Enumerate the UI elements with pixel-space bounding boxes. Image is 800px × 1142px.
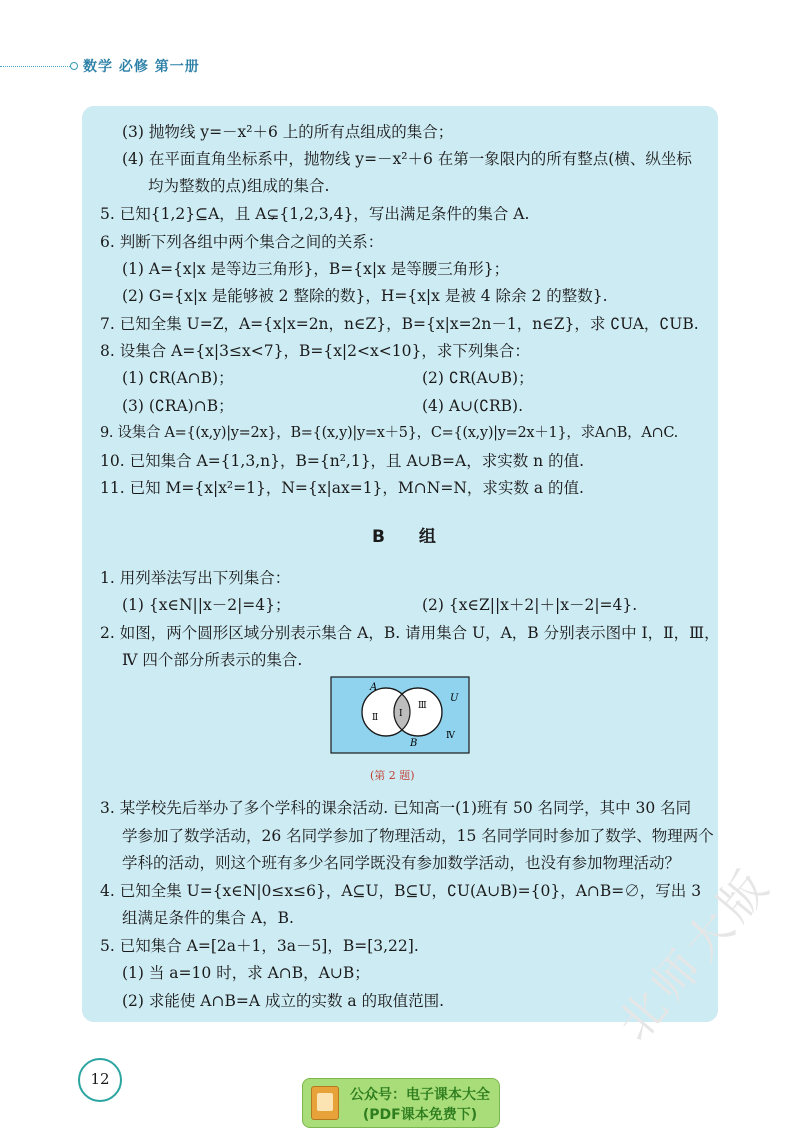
exercise-line: (4) A∪(∁RB). xyxy=(422,397,524,415)
exercise-line: 1. 用列举法写出下列集合： xyxy=(100,569,291,587)
exercise-line: 5. 已知{1,2}⊆A，且 A⊊{1,2,3,4}，写出满足条件的集合 A. xyxy=(100,205,530,223)
exercise-line: 9. 设集合 A={(x,y)|y=2x}，B={(x,y)|y=x＋5}，C={(x,y)|y=2x＋1}，求A∩B，A∩C. xyxy=(100,425,678,441)
header-rule xyxy=(0,66,70,67)
exercise-line: (2) ∁R(A∪B)； xyxy=(422,369,534,387)
region-iii-label: Ⅲ xyxy=(418,701,427,711)
page-number: 12 xyxy=(90,1070,110,1088)
exercise-line: (4) 在平面直角坐标系中，抛物线 y=－x²＋6 在第一象限内的所有整点(横、纵坐标 xyxy=(122,150,692,168)
exercise-line: 7. 已知全集 U=Z，A={x|x=2n，n∈Z}，B={x|x=2n－1，n∈Z}，求 ∁UA，∁UB. xyxy=(100,315,699,333)
exercise-line: (2) 求能使 A∩B=A 成立的实数 a 的取值范围. xyxy=(122,992,445,1010)
exercise-line: 11. 已知 M={x|x²=1}，N={x|ax=1}，M∩N=N，求实数 a 的值. xyxy=(100,479,584,497)
exercise-line: (3) (∁RA)∩B； xyxy=(122,397,234,415)
exercise-line: (1) A={x|x 是等边三角形}，B={x|x 是等腰三角形}； xyxy=(122,260,510,278)
wechat-badge xyxy=(302,1078,500,1128)
exercise-line: Ⅳ 四个部分所表示的集合. xyxy=(122,651,303,669)
exercise-line: 2. 如图，两个圆形区域分别表示集合 A，B. 请用集合 U，A，B 分别表示图中 Ⅰ，Ⅱ，Ⅲ， xyxy=(100,624,720,642)
exercise-line: 8. 设集合 A={x|3≤x<7}，B={x|2<x<10}，求下列集合： xyxy=(100,342,530,360)
header-dot xyxy=(70,62,78,70)
label-b: B xyxy=(410,738,418,749)
badge-line-2: (PDF课本免费下) xyxy=(362,1107,478,1123)
exercise-line: 学参加了数学活动，26 名同学参加了物理活动，15 名同学同时参加了数学、物理两个 xyxy=(122,827,714,845)
region-i-label: Ⅰ xyxy=(399,709,403,719)
group-b-title: B 组 xyxy=(372,527,450,547)
book-title: 数学 必修 第一册 xyxy=(83,59,200,75)
label-u: U xyxy=(450,693,459,704)
exercise-line: 3. 某学校先后举办了多个学科的课余活动. 已知高一(1)班有 50 名同学，其中 30 名同 xyxy=(100,799,692,817)
exercise-line: 组满足条件的集合 A，B. xyxy=(122,909,294,927)
region-iv-label: Ⅳ xyxy=(446,731,455,741)
exercise-line: (1) ∁R(A∩B)； xyxy=(122,369,234,387)
exercise-line: (2) G={x|x 是能够被 2 整除的数}，H={x|x 是被 4 除余 2 的整数}. xyxy=(122,287,608,305)
exercise-line: 6. 判断下列各组中两个集合之间的关系： xyxy=(100,233,384,251)
label-a: A xyxy=(370,682,378,693)
exercise-line: (2) {x∈Z||x＋2|＋|x－2|=4}. xyxy=(422,596,638,614)
exercise-line: (3) 抛物线 y=－x²＋6 上的所有点组成的集合； xyxy=(122,123,454,141)
venn-diagram xyxy=(330,676,470,756)
publisher-watermark: 北师大版 xyxy=(606,856,782,1051)
exercise-line: 均为整数的点)组成的集合. xyxy=(148,177,330,195)
figure-caption: (第 2 题) xyxy=(370,769,415,782)
page-number-badge xyxy=(78,1058,122,1102)
exercise-line: (1) 当 a=10 时，求 A∩B，A∪B； xyxy=(122,964,370,982)
exercise-line: 学科的活动，则这个班有多少名同学既没有参加数学活动，也没有参加物理活动？ xyxy=(122,854,681,872)
exercise-line: 4. 已知全集 U={x∈N|0≤x≤6}，A⊆U，B⊆U，∁U(A∪B)={0}，A∩B=∅，写出 3 xyxy=(100,882,702,900)
exercise-line: (1) {x∈N||x－2|=4}； xyxy=(122,596,291,614)
region-ii-label: Ⅱ xyxy=(372,713,379,723)
exercise-line: 10. 已知集合 A={1,3,n}，B={n²,1}，且 A∪B=A，求实数 n 的值. xyxy=(100,452,584,470)
badge-line-1: 公众号：电子课本大全 xyxy=(350,1087,490,1103)
exercise-line: 5. 已知集合 A=[2a＋1，3a－5]，B=[3,22]. xyxy=(100,937,419,955)
book-icon xyxy=(311,1086,339,1120)
